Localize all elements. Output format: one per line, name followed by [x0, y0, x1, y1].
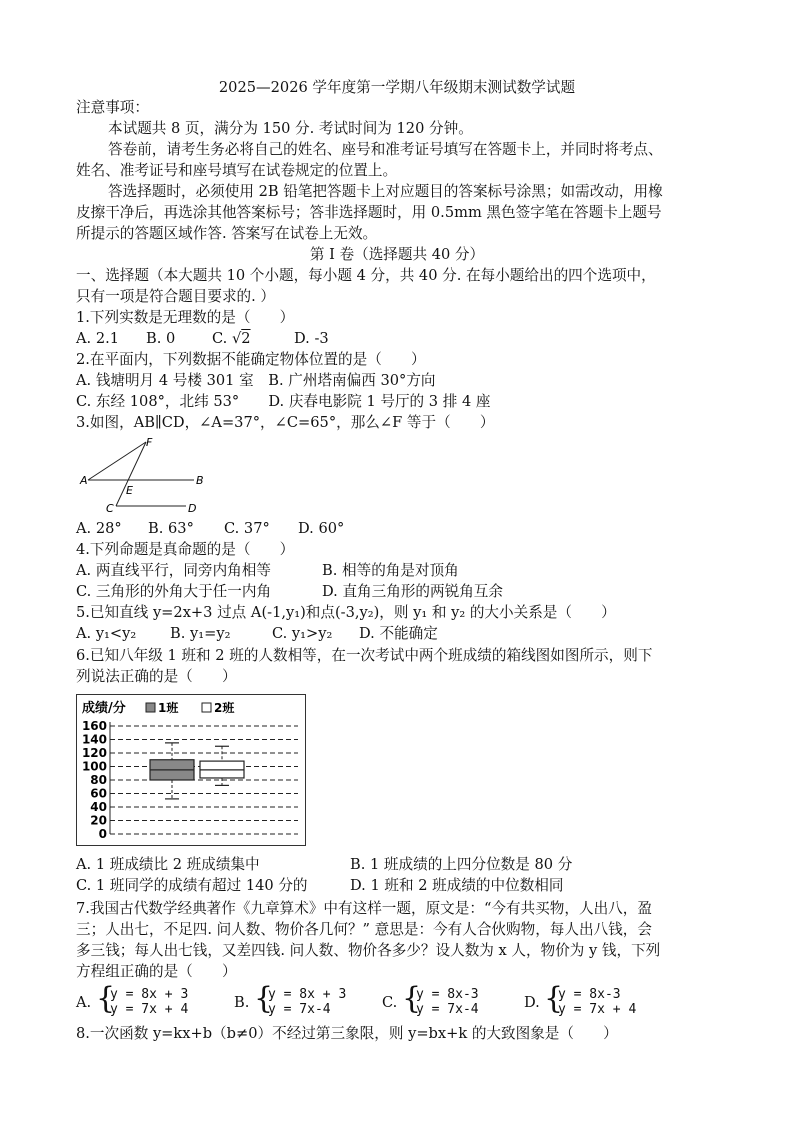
q2-options-cd: C. 东经 108°，北纬 53° D. 庆春电影院 1 号厅的 3 排 4 座 — [76, 393, 491, 410]
q7-option-a-eq1: y = 8x + 3 — [110, 987, 189, 1002]
section-heading-line2: 只有一项是符合题目要求的. ） — [76, 288, 275, 305]
q5-option-d: D. 不能确定 — [359, 625, 438, 642]
q7-stem-line3: 多三钱；每人出七钱，又差四钱. 问人数、物价各多少？设人数为 x 人，物价为 y 钱，下列 — [76, 942, 661, 959]
q5-option-b: B. y₁=y₂ — [170, 625, 231, 642]
part-heading: 第 Ⅰ 卷（选择题共 40 分） — [309, 246, 485, 263]
label-b: B — [196, 474, 204, 487]
notice-p2b: 姓名、准考证号和座号填写在试卷规定的位置上。 — [76, 162, 398, 179]
q7-option-c-eq2: y = 7x-4 — [416, 1002, 479, 1017]
brace-icon: { — [96, 981, 116, 1016]
section-heading-line1: 一、选择题（本大题共 10 个小题，每小题 4 分，共 40 分. 在每小题给出的四个选项中， — [76, 267, 656, 284]
q7-option-a-label: A. — [76, 994, 92, 1011]
q2-stem: 2.在平面内，下列数据不能确定物体位置的是（ ） — [76, 351, 426, 368]
q7-option-d-label: D. — [524, 994, 540, 1011]
label-c: C — [106, 502, 114, 515]
brace-icon: { — [402, 981, 422, 1016]
q7-stem-line2: 三；人出七，不足四. 问人数、物价各几何？” 意思是：今有人合伙购物，每人出八钱，会 — [76, 921, 652, 938]
q1-option-c — [212, 329, 251, 349]
label-f: F — [146, 436, 153, 449]
q6-stem-line1: 6.已知八年级 1 班和 2 班的人数相等，在一次考试中两个班成绩的箱线图如图所示，则下 — [76, 647, 653, 664]
q1-option-c-radicand: 2 — [241, 330, 251, 347]
q4-stem: 4.下列命题是真命题的是（ ） — [76, 541, 295, 558]
q7-option-c-label: C. — [382, 994, 398, 1011]
y-tick-label: 0 — [98, 827, 107, 841]
q7-option-d-eq1: y = 8x-3 — [558, 987, 621, 1002]
label-e: E — [126, 484, 133, 497]
q5-option-a: A. y₁<y₂ — [76, 625, 137, 642]
q1-option-a: A. 2.1 — [76, 330, 120, 347]
q7-option-c-eq1: y = 8x-3 — [416, 987, 479, 1002]
page-title: 2025—2026 学年度第一学期八年级期末测试数学试题 — [218, 79, 576, 96]
y-tick-label: 20 — [90, 813, 107, 828]
q6-boxplot-chart — [76, 694, 306, 846]
q7-option-b-label: B. — [234, 994, 250, 1011]
legend-label: 2班 — [214, 701, 235, 715]
q7-option-b-eq1: y = 8x + 3 — [268, 987, 347, 1002]
notice-p3a: 答选择题时，必须使用 2B 铅笔把答题卡上对应题目的答案标号涂黑；如需改动，用橡 — [108, 183, 663, 200]
label-a: A — [80, 474, 88, 487]
q4-option-c: C. 三角形的外角大于任一内角 — [76, 583, 272, 600]
q6-option-b: B. 1 班成绩的上四分位数是 80 分 — [350, 856, 573, 873]
q5-option-c: C. y₁>y₂ — [272, 625, 333, 642]
q4-option-b: B. 相等的角是对顶角 — [322, 562, 459, 579]
chart-ylabel: 成绩/分 — [82, 701, 126, 716]
q3-option-a: A. 28° — [76, 520, 122, 537]
legend-swatch — [146, 703, 155, 712]
q7-option-d-eq2: y = 7x + 4 — [558, 1002, 637, 1017]
y-tick-label: 120 — [81, 746, 107, 760]
q3-option-b: B. 63° — [148, 520, 194, 537]
y-tick-label: 140 — [81, 732, 107, 747]
q6-stem-line2: 列说法正确的是（ ） — [76, 668, 237, 685]
notice-p1: 本试题共 8 页，满分为 150 分. 考试时间为 120 分钟。 — [108, 120, 473, 137]
brace-icon: { — [544, 981, 564, 1016]
q7-stem-line4: 方程组正确的是（ ） — [76, 963, 237, 980]
q3-option-c: C. 37° — [224, 520, 270, 537]
q1-option-c-label: C. — [212, 330, 228, 347]
q7-stem-line1: 7.我国古代数学经典著作《九章算术》中有这样一题，原文是：“今有共买物，人出八，盈 — [76, 900, 652, 917]
legend-label: 1班 — [158, 701, 179, 715]
q3-stem: 3.如图，AB∥CD，∠A=37°，∠C=65°，那么∠F 等于（ ） — [76, 414, 495, 431]
y-tick-label: 100 — [81, 759, 107, 774]
y-tick-label: 40 — [90, 800, 107, 814]
legend-swatch — [202, 703, 211, 712]
notice-p2a: 答卷前，请考生务必将自己的姓名、座号和准考证号填写在答题卡上，并同时将考点、 — [108, 141, 663, 158]
q7-option-b-eq2: y = 7x-4 — [268, 1002, 331, 1017]
q3-geometry-figure — [76, 434, 216, 516]
brace-icon: { — [254, 981, 274, 1016]
q7-option-a-eq2: y = 7x + 4 — [110, 1002, 189, 1017]
q1-stem: 1.下列实数是无理数的是（ ） — [76, 309, 295, 326]
y-tick-label: 60 — [90, 786, 107, 801]
q4-option-d: D. 直角三角形的两锐角互余 — [322, 583, 503, 600]
q8-stem: 8.一次函数 y=kx+b（b≠0）不经过第三象限，则 y=bx+k 的大致图象是（ ） — [76, 1025, 618, 1042]
q6-option-c: C. 1 班同学的成绩有超过 140 分的 — [76, 877, 308, 894]
q3-option-d: D. 60° — [298, 520, 345, 537]
notice-heading: 注意事项： — [76, 99, 149, 116]
notice-p3b: 皮擦干净后，再选涂其他答案标号；答非选择题时，用 0.5mm 黑色签字笔在答题卡上题号 — [76, 204, 662, 221]
y-tick-label: 80 — [90, 773, 107, 787]
q1-option-b: B. 0 — [146, 330, 176, 347]
q2-options-ab: A. 钱塘明月 4 号楼 301 室 B. 广州塔南偏西 30°方向 — [76, 372, 436, 389]
q6-option-a: A. 1 班成绩比 2 班成绩集中 — [76, 856, 260, 873]
sqrt-sign: √ — [231, 330, 242, 347]
q5-stem: 5.已知直线 y=2x+3 过点 A(-1,y₁)和点(-3,y₂)，则 y₁ 和 y₂ 的大小关系是（ ） — [76, 604, 616, 621]
label-d: D — [188, 502, 197, 515]
notice-p3c: 所提示的答题区域作答. 答案写在试卷上无效。 — [76, 225, 378, 242]
y-tick-label: 160 — [81, 719, 107, 733]
q4-option-a: A. 两直线平行，同旁内角相等 — [76, 562, 271, 579]
q1-option-d: D. -3 — [294, 330, 329, 347]
q6-option-d: D. 1 班和 2 班成绩的中位数相同 — [350, 877, 564, 894]
